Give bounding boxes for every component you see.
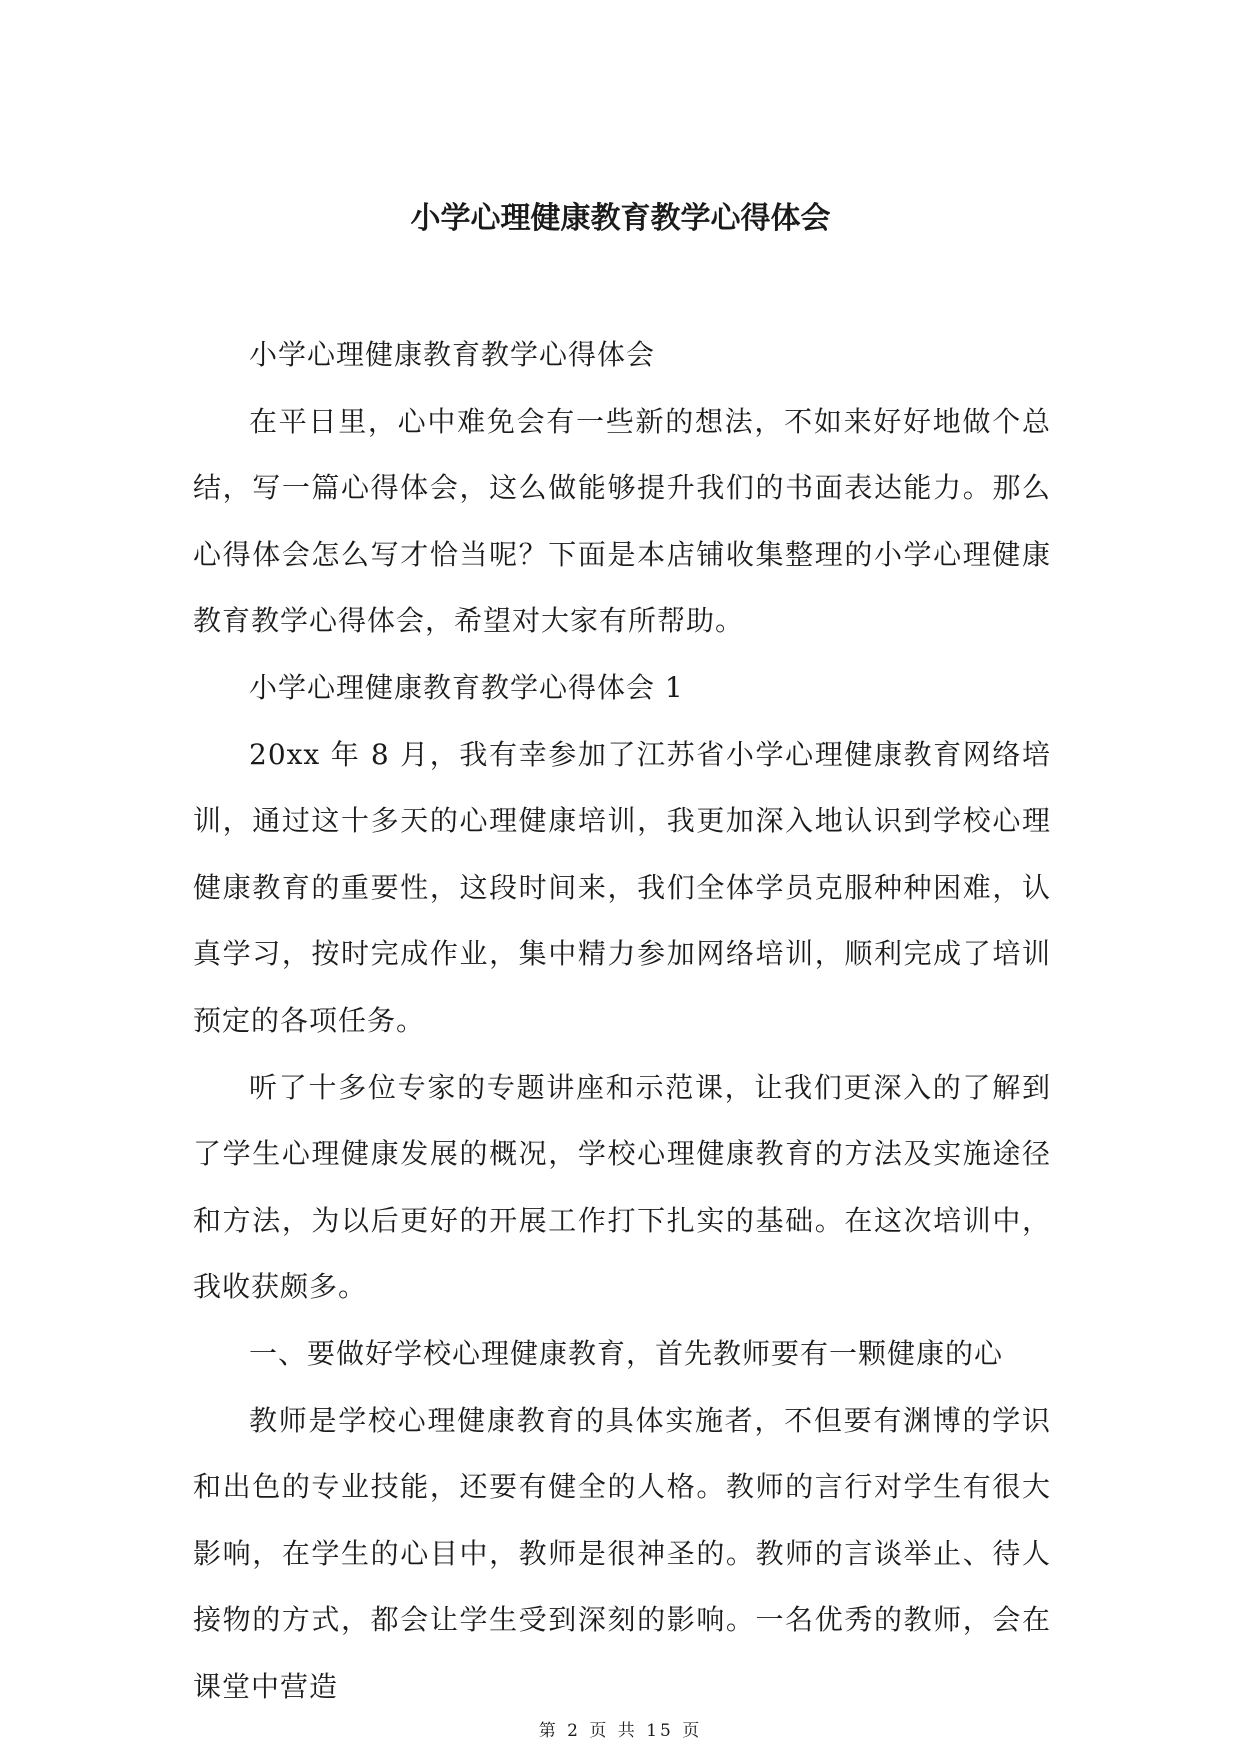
footer-suffix: 页	[682, 1721, 703, 1741]
paragraph: 20xx 年 8 月，我有幸参加了江苏省小学心理健康教育网络培训，通过这十多天的心理健康培训，我更加深入地认识到学校心理健康教育的重要性，这段时间来，我们全体学员克服种种困难，认真学习，按时完成作业，集中精力参加网络培训，顺利完成了培训预定的各项任务。	[193, 737, 1051, 1037]
document-body	[193, 322, 1051, 1720]
subsection-heading: 一、要做好学校心理健康教育，首先教师要有一颗健康的心	[249, 1336, 1004, 1370]
footer-prefix: 第	[538, 1721, 559, 1741]
footer-middle: 页 共	[589, 1721, 638, 1741]
page-footer	[0, 1716, 1241, 1741]
paragraph: 教师是学校心理健康教育的具体实施者，不但要有渊博的学识和出色的专业技能，还要有健全的人格。教师的言行对学生有很大影响，在学生的心目中，教师是很神圣的。教师的言谈举止、待人接物的方式，都会让学生受到深刻的影响。一名优秀的教师，会在课堂中营造	[193, 1403, 1051, 1703]
paragraph: 小学心理健康教育教学心得体会	[249, 338, 656, 371]
section-heading: 小学心理健康教育教学心得体会 1	[249, 670, 684, 704]
paragraph: 在平日里，心中难免会有一些新的想法，不如来好好地做个总结，写一篇心得体会，这么做能够提升我们的书面表达能力。那么心得体会怎么写才恰当呢？下面是本店铺收集整理的小学心理健康教育教学心得体会，希望对大家有所帮助。	[193, 404, 1051, 638]
footer-total-pages: 15	[646, 1721, 674, 1741]
footer-current-page: 2	[567, 1721, 581, 1741]
document-title: 小学心理健康教育教学心得体会	[410, 201, 831, 236]
paragraph: 听了十多位专家的专题讲座和示范课，让我们更深入的了解到了学生心理健康发展的概况，学校心理健康教育的方法及实施途径和方法，为以后更好的开展工作打下扎实的基础。在这次培训中，我收获颇多。	[193, 1070, 1051, 1304]
